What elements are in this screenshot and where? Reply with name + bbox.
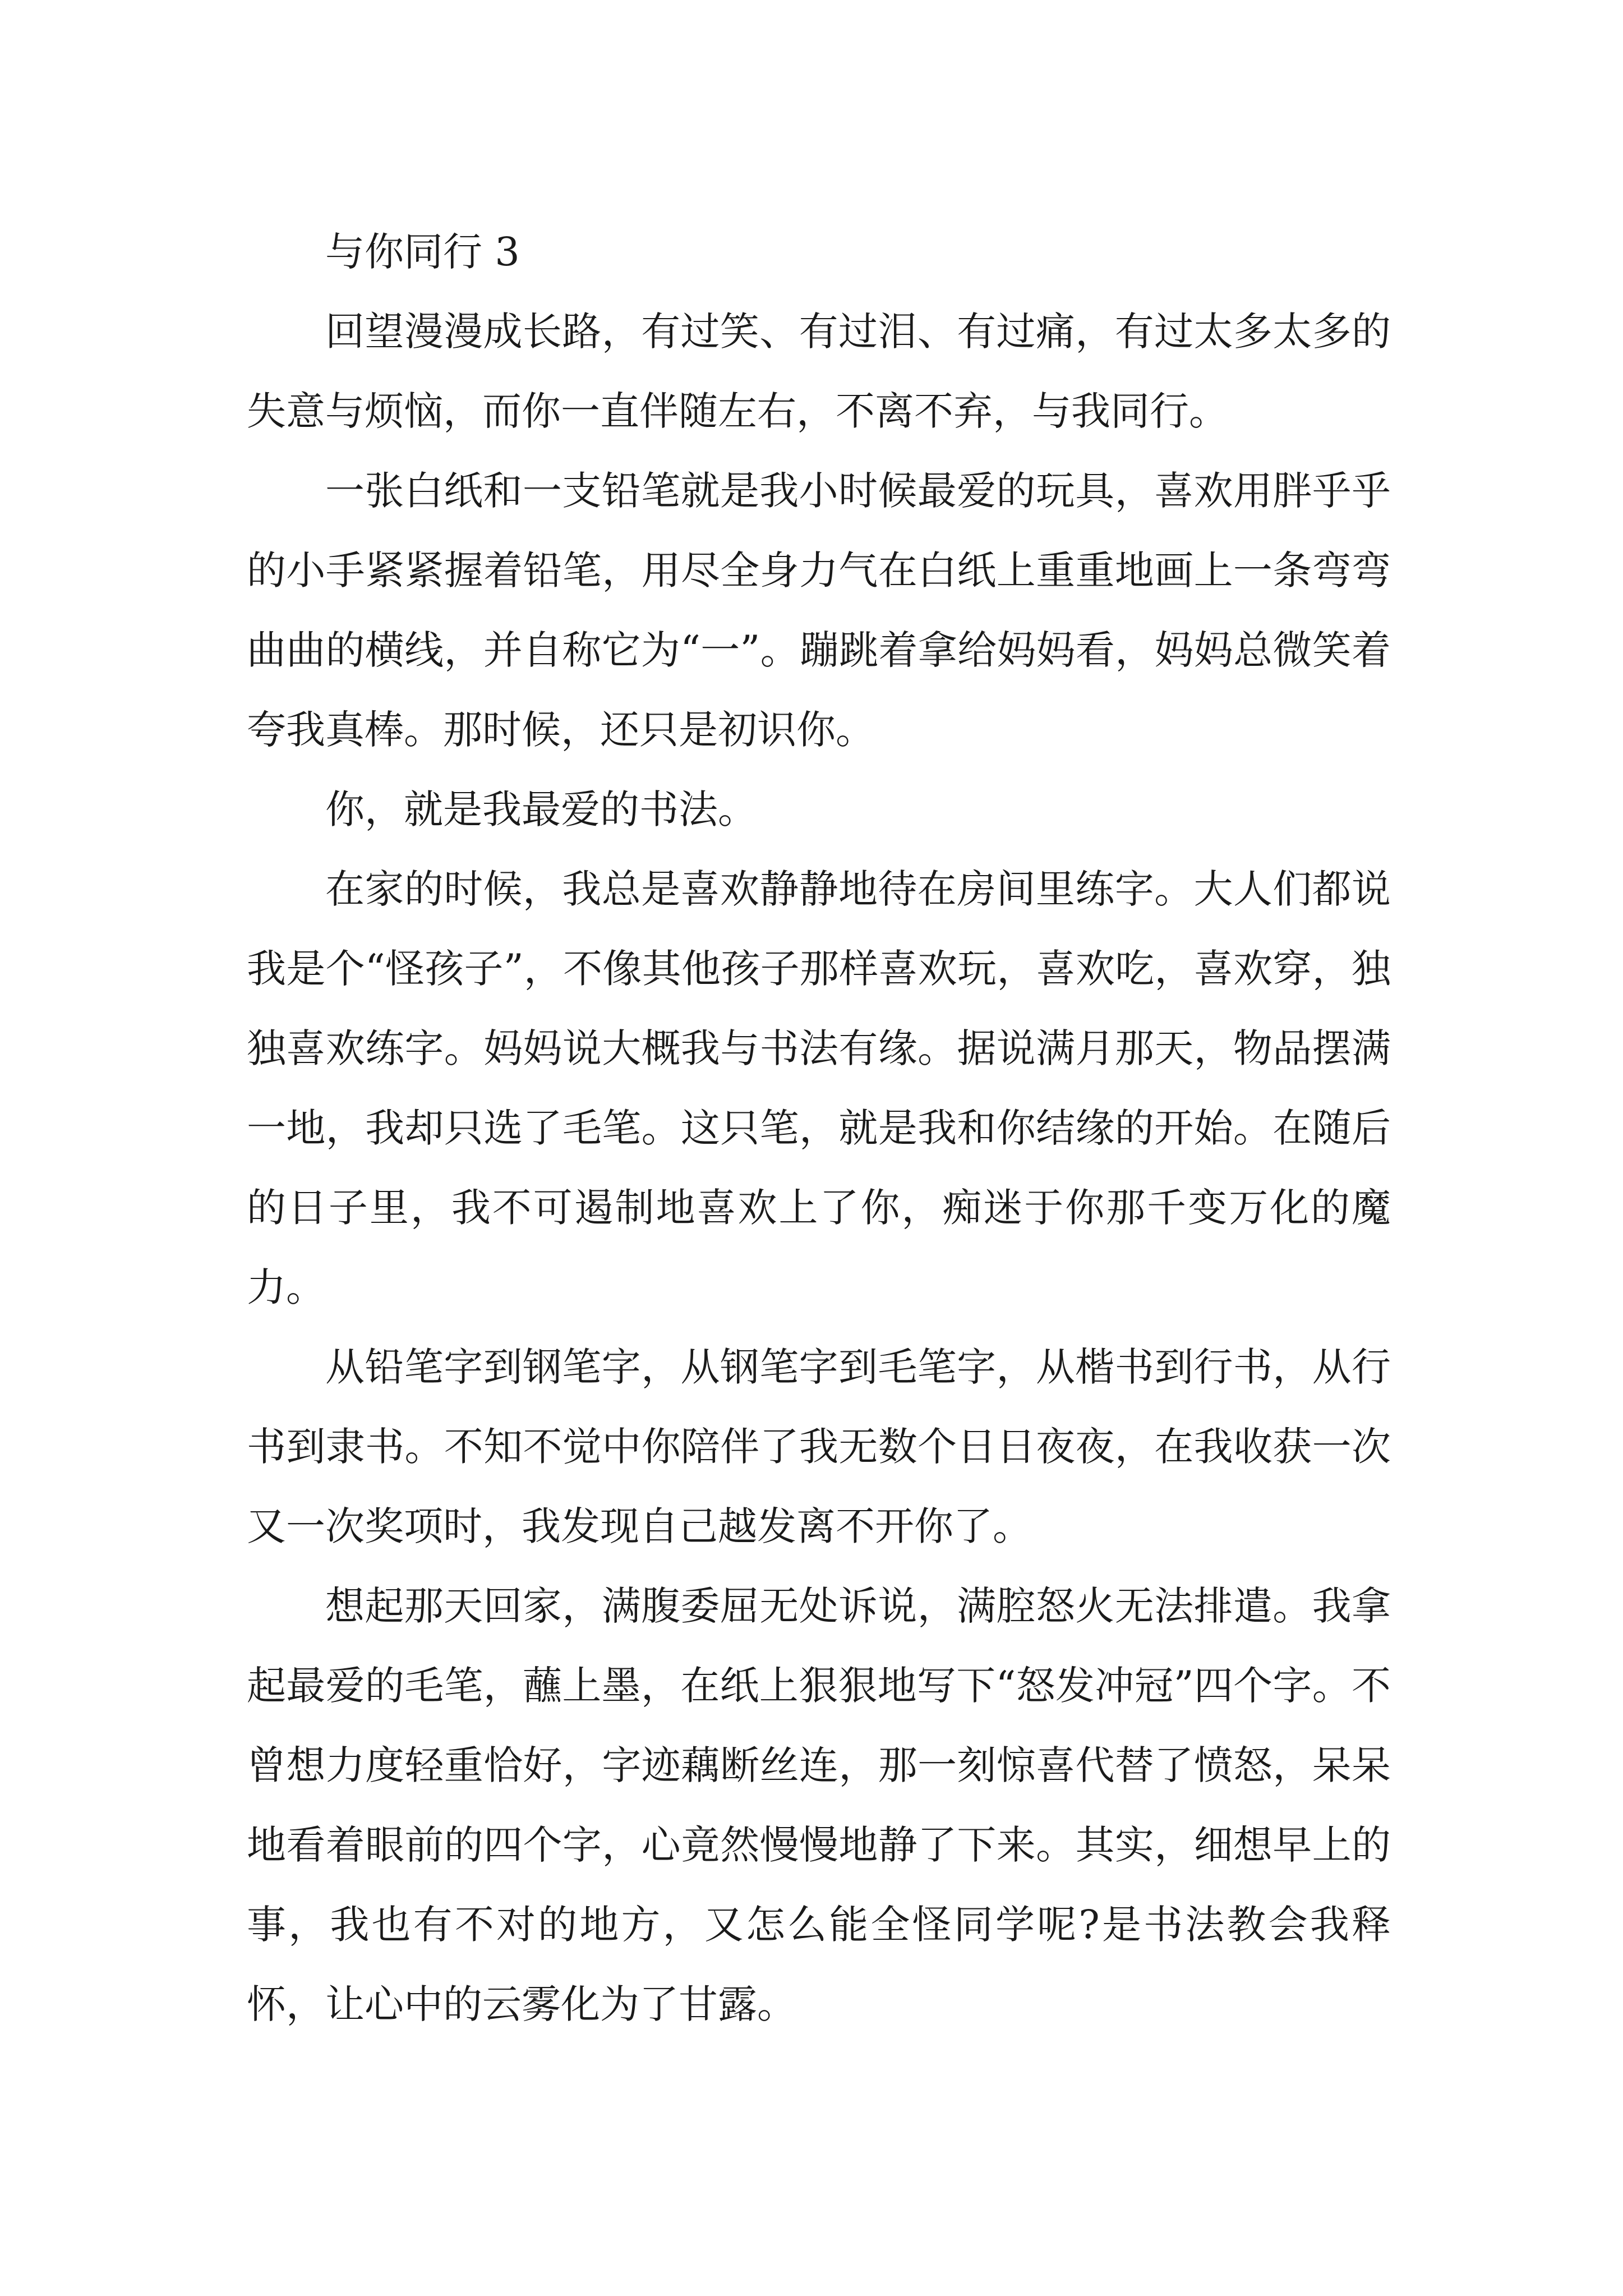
paragraph: 一张白纸和一支铅笔就是我小时候最爱的玩具，喜欢用胖乎乎的小手紧紧握着铅笔，用尽全身力气在白纸上重重地画上一条弯弯曲曲的横线，并自称它为“一”。蹦跳着拿给妈妈看，妈妈总微笑着夸我真棒。那时候，还只是初识你。: [247, 468, 1391, 753]
paragraph: 从铅笔字到钢笔字，从钢笔字到毛笔字，从楷书到行书，从行书到隶书。不知不觉中你陪伴了我无数个日日夜夜，在我收获一次又一次奖项时，我发现自己越发离不开你了。: [247, 1344, 1391, 1549]
document-body: [247, 212, 1391, 2044]
essay-title: 与你同行 3: [325, 229, 520, 275]
paragraph: 你，就是我最爱的书法。: [325, 786, 757, 832]
paragraph: 想起那天回家，满腹委屈无处诉说，满腔怒火无法排遣。我拿起最爱的毛笔，蘸上墨，在纸上狠狠地写下“怒发冲冠”四个字。不曾想力度轻重恰好，字迹藕断丝连，那一刻惊喜代替了愤怒，呆呆地看着眼前的四个字，心竟然慢慢地静了下来。其实，细想早上的事，我也有不对的地方，又怎么能全怪同学呢?是书法教会我释怀，让心中的云雾化为了甘露。: [247, 1583, 1391, 2027]
paragraph: 在家的时候，我总是喜欢静静地待在房间里练字。大人们都说我是个“怪孩子”，不像其他孩子那样喜欢玩，喜欢吃，喜欢穿，独独喜欢练字。妈妈说大概我与书法有缘。据说满月那天，物品摆满一地，我却只选了毛笔。这只笔，就是我和你结缘的开始。在随后的日子里，我不可遏制地喜欢上了你，痴迷于你那千变万化的魔力。: [247, 866, 1391, 1310]
paragraph: 回望漫漫成长路，有过笑、有过泪、有过痛，有过太多太多的失意与烦恼，而你一直伴随左右，不离不弃，与我同行。: [247, 309, 1391, 434]
